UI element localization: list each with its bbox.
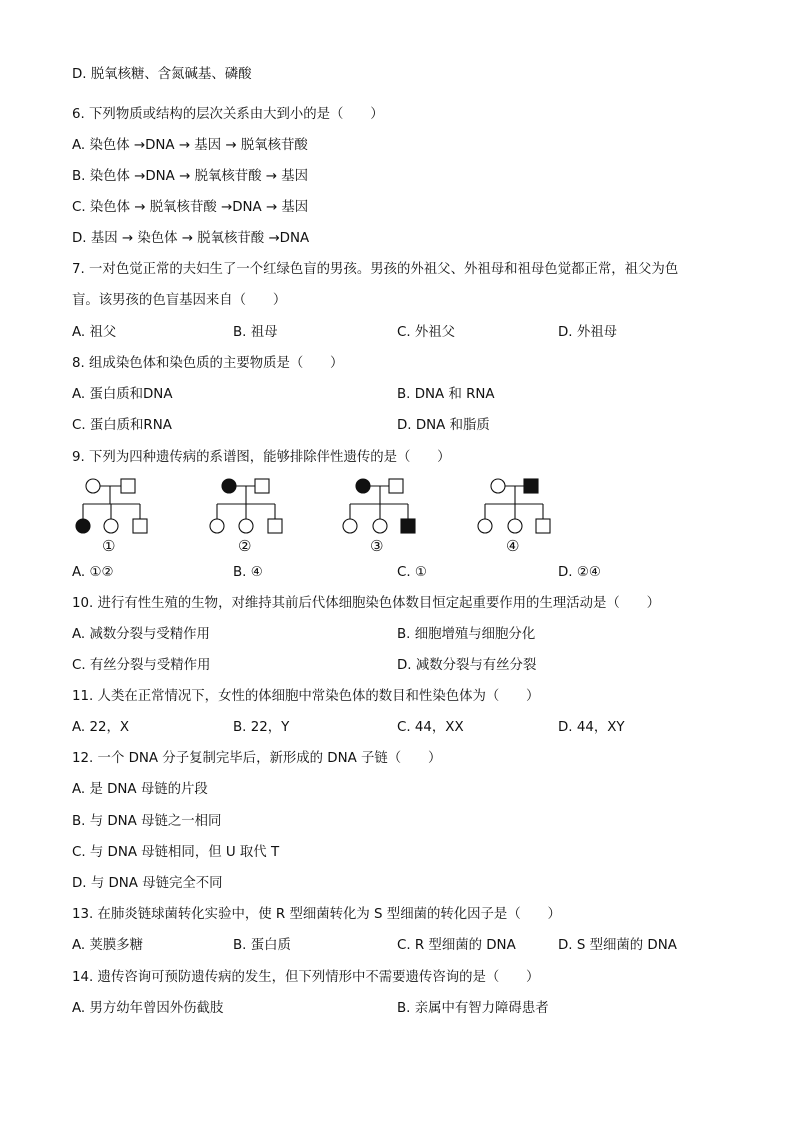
- q6-stem: 6. 下列物质或结构的层次关系由大到小的是（ ）: [72, 107, 384, 122]
- q12-option-d: D. 与 DNA 母链完全不同: [72, 876, 223, 891]
- pedigree-1-male-parent: [121, 479, 135, 493]
- q8-option-c: C. 蛋白质和RNA: [72, 418, 172, 433]
- pedigree-1: [78, 476, 158, 536]
- pedigree-4: [478, 476, 558, 536]
- q13-stem: 13. 在肺炎链球菌转化实验中，使 R 型细菌转化为 S 型细菌的转化因子是（ ）: [72, 907, 561, 922]
- pedigree-4-daughter-1: [478, 519, 492, 533]
- q12-option-b: B. 与 DNA 母链之一相同: [72, 814, 222, 829]
- pedigree-4-female-parent: [491, 479, 505, 493]
- q7-stem-line1: 7. 一对色觉正常的夫妇生了一个红绿色盲的男孩。男孩的外祖父、外祖母和祖母色觉都正常，祖父为色: [72, 262, 679, 277]
- q7-option-a: A. 祖父: [72, 325, 117, 340]
- q14-stem: 14. 遗传咨询可预防遗传病的发生，但下列情形中不需要遗传咨询的是（ ）: [72, 970, 540, 985]
- q10-stem: 10. 进行有性生殖的生物，对维持其前后代体细胞染色体数目恒定起重要作用的生理活动是（ ）: [72, 596, 660, 611]
- q8-option-a: A. 蛋白质和DNA: [72, 387, 173, 402]
- q13-option-b: B. 蛋白质: [233, 938, 291, 953]
- pedigree-3-male-parent: [389, 479, 403, 493]
- pedigree-2-male-parent: [255, 479, 269, 493]
- q7-option-d: D. 外祖母: [558, 325, 617, 340]
- q12-option-c: C. 与 DNA 母链相同，但 U 取代 T: [72, 845, 280, 860]
- pedigree-2-daughter-2: [239, 519, 253, 533]
- q7-stem-line2: 盲。该男孩的色盲基因来自（ ）: [72, 293, 287, 308]
- pedigree-1-daughter: [104, 519, 118, 533]
- q5-option-d: D. 脱氧核糖、含氮碱基、磷酸: [72, 67, 252, 82]
- q6-option-b: B. 染色体 →DNA → 脱氧核苷酸 → 基因: [72, 169, 309, 184]
- q8-option-d: D. DNA 和脂质: [397, 418, 490, 433]
- q12-option-a: A. 是 DNA 母链的片段: [72, 782, 208, 797]
- pedigree-4-son: [536, 519, 550, 533]
- pedigree-3-label: ③: [370, 537, 384, 555]
- q8-stem: 8. 组成染色体和染色质的主要物质是（ ）: [72, 356, 344, 371]
- q6-option-d: D. 基因 → 染色体 → 脱氧核苷酸 →DNA: [72, 231, 310, 246]
- pedigree-3-affected-mother: [356, 479, 370, 493]
- pedigree-1-son: [133, 519, 147, 533]
- pedigree-2-daughter-1: [210, 519, 224, 533]
- q6-option-a: A. 染色体 →DNA → 基因 → 脱氧核苷酸: [72, 138, 308, 153]
- pedigree-4-daughter-2: [508, 519, 522, 533]
- q11-option-a: A. 22，X: [72, 720, 130, 735]
- pedigree-3-affected-son: [401, 519, 415, 533]
- q12-stem: 12. 一个 DNA 分子复制完毕后，新形成的 DNA 子链（ ）: [72, 751, 442, 766]
- pedigree-2-label: ②: [238, 537, 252, 555]
- pedigree-3-daughter-1: [343, 519, 357, 533]
- q10-option-c: C. 有丝分裂与受精作用: [72, 658, 211, 673]
- q7-option-b: B. 祖母: [233, 325, 278, 340]
- pedigree-4-affected-father: [524, 479, 538, 493]
- q14-option-a: A. 男方幼年曾因外伤截肢: [72, 1001, 224, 1016]
- q9-option-b: B. ④: [233, 565, 263, 580]
- pedigree-4-label: ④: [506, 537, 520, 555]
- q13-option-a: A. 荚膜多糖: [72, 938, 143, 953]
- pedigree-1-female-parent: [86, 479, 100, 493]
- q11-option-c: C. 44，XX: [397, 720, 464, 735]
- q8-option-b: B. DNA 和 RNA: [397, 387, 495, 402]
- q6-option-c: C. 染色体 → 脱氧核苷酸 →DNA → 基因: [72, 200, 309, 215]
- pedigree-2-affected-mother: [222, 479, 236, 493]
- pedigree-1-affected-daughter: [76, 519, 90, 533]
- q9-stem: 9. 下列为四种遗传病的系谱图，能够排除伴性遗传的是（ ）: [72, 450, 451, 465]
- q13-option-d: D. S 型细菌的 DNA: [558, 938, 677, 953]
- pedigree-1-label: ①: [102, 537, 116, 555]
- q13-option-c: C. R 型细菌的 DNA: [397, 938, 516, 953]
- q10-option-a: A. 减数分裂与受精作用: [72, 627, 210, 642]
- pedigree-2-son: [268, 519, 282, 533]
- q11-option-d: D. 44，XY: [558, 720, 625, 735]
- q11-stem: 11. 人类在正常情况下，女性的体细胞中常染色体的数目和性染色体为（ ）: [72, 689, 540, 704]
- q9-option-a: A. ①②: [72, 565, 114, 580]
- q11-option-b: B. 22，Y: [233, 720, 290, 735]
- pedigree-2: [210, 476, 290, 536]
- q10-option-d: D. 减数分裂与有丝分裂: [397, 658, 537, 673]
- pedigree-3-daughter-2: [373, 519, 387, 533]
- q14-option-b: B. 亲属中有智力障碍患者: [397, 1001, 549, 1016]
- pedigree-3: [343, 476, 423, 536]
- q9-option-c: C. ①: [397, 565, 427, 580]
- q7-option-c: C. 外祖父: [397, 325, 456, 340]
- q10-option-b: B. 细胞增殖与细胞分化: [397, 627, 536, 642]
- q9-option-d: D. ②④: [558, 565, 601, 580]
